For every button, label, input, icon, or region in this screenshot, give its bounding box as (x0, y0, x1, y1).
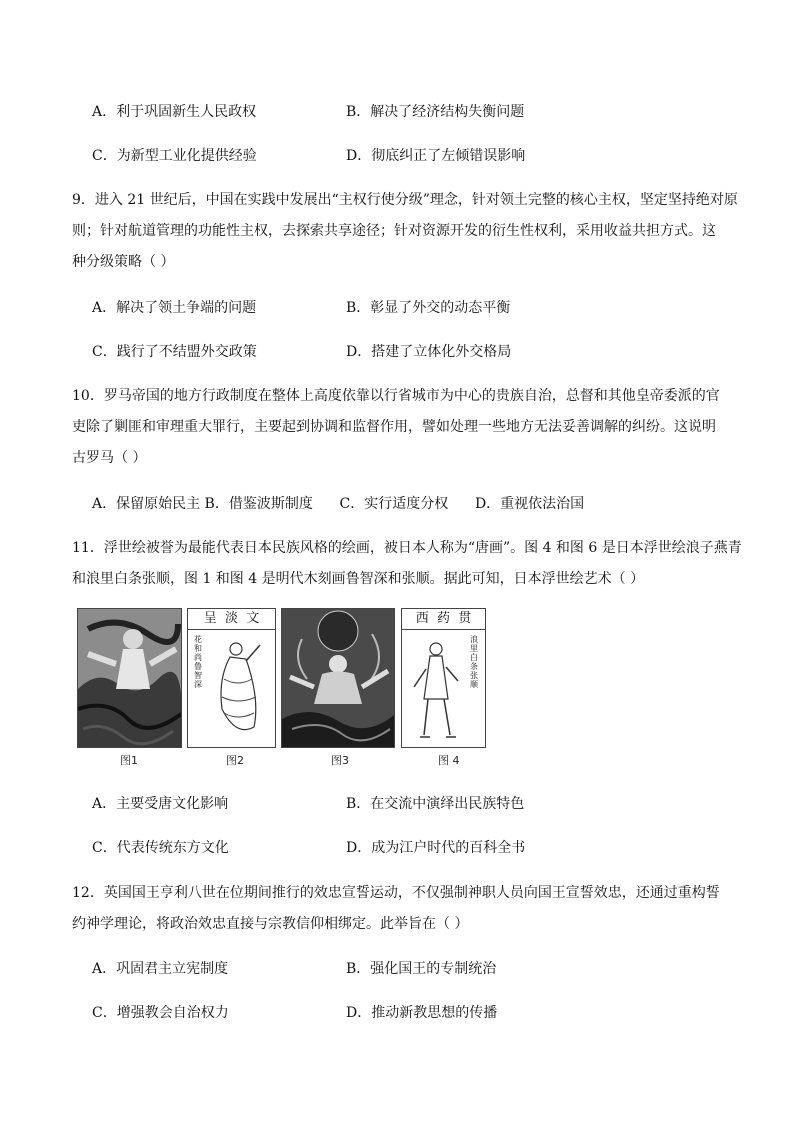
figure-3-caption: 图3 (331, 754, 349, 767)
figure-2-side-text: 花和尚鲁智深 (194, 635, 202, 689)
q12-option-b: B．强化国王的专制统治 (346, 961, 497, 977)
q11-stem (72, 538, 742, 589)
q12-option-a: A．巩固君主立宪制度 (92, 961, 229, 977)
q10-line-1: 10．罗马帝国的地方行政制度在整体上高度依靠以行省城市为中心的贵族自治，总督和其他皇帝委派的官 (72, 388, 720, 404)
q12-option-d: D．推动新教思想的传播 (346, 1005, 498, 1021)
q12-line-1: 12．英国国王亨利八世在位期间推行的效忠宣誓运动，不仅强制神职人员向国王宣誓效忠，还通过重构誓 (72, 885, 720, 901)
q11-option-d: D．成为江户时代的百科全书 (346, 840, 526, 856)
q8-option-d: D．彻底纠正了左倾错误影响 (346, 148, 526, 164)
figure-2-banner: 呈 淡 文 (188, 609, 275, 630)
figure-1-image (77, 608, 182, 748)
q11-line-2: 和浪里白条张顺，图 1 和图 4 是明代木刻画鲁智深和张顺。据此可知，日本浮世绘艺术（ ） (72, 571, 645, 587)
q10-options: A．保留原始民主 B．借鉴波斯制度 C．实行适度分权 D．重视依法治国 (92, 496, 585, 512)
figure-4-banner: 西 药 贯 (402, 609, 485, 630)
q9-line-2: 则；针对航道管理的功能性主权，去探索共享途径；针对资源开发的衍生性权利，采用收益共担方式。这 (72, 223, 716, 239)
q10-line-3: 古罗马（ ） (72, 450, 147, 466)
q9-option-c: C．践行了不结盟外交政策 (92, 344, 257, 360)
q9-option-a: A．解决了领土争端的问题 (92, 300, 257, 316)
figure-1-caption: 图1 (120, 754, 138, 767)
q10-stem (72, 386, 720, 468)
q9-line-3: 种分级策略（ ） (72, 254, 175, 270)
figure-4-side-text: 浪里白条张顺 (470, 635, 478, 689)
q11-line-1: 11．浮世绘被誉为最能代表日本民族风格的绘画，被日本人称为“唐画”。图 4 和图 6 是日本浮世绘浪子燕青 (72, 540, 742, 556)
q8-option-a: A．利于巩固新生人民政权 (92, 104, 257, 120)
figure-4-caption: 图 4 (438, 754, 460, 767)
q9-line-1: 9．进入 21 世纪后，中国在实践中发展出“主权行使分级”理念，针对领土完整的核心主权，坚定坚持绝对原 (72, 192, 738, 208)
q9-option-d: D．搭建了立体化外交格局 (346, 344, 512, 360)
q9-option-b: B．彰显了外交的动态平衡 (346, 300, 511, 316)
q12-stem (72, 883, 720, 934)
q12-line-2: 约神学理论，将政治效忠直接与宗教信仰相绑定。此举旨在（ ） (72, 916, 469, 932)
figure-2-caption: 图2 (226, 754, 244, 767)
q8-option-c: C．为新型工业化提供经验 (92, 148, 257, 164)
q8-option-b: B．解决了经济结构失衡问题 (346, 104, 525, 120)
q12-option-c: C．增强教会自治权力 (92, 1005, 229, 1021)
q11-option-a: A．主要受唐文化影响 (92, 796, 229, 812)
q11-option-b: B．在交流中演绎出民族特色 (346, 796, 525, 812)
figure-2-image (187, 608, 276, 748)
figure-3-image (281, 608, 395, 748)
q11-option-c: C．代表传统东方文化 (92, 840, 229, 856)
figure-4-image (401, 608, 486, 748)
q9-stem (72, 190, 738, 272)
q10-line-2: 吏除了剿匪和审理重大罪行，主要起到协调和监督作用，譬如处理一些地方无法妥善调解的纠纷。这说明 (72, 419, 716, 435)
